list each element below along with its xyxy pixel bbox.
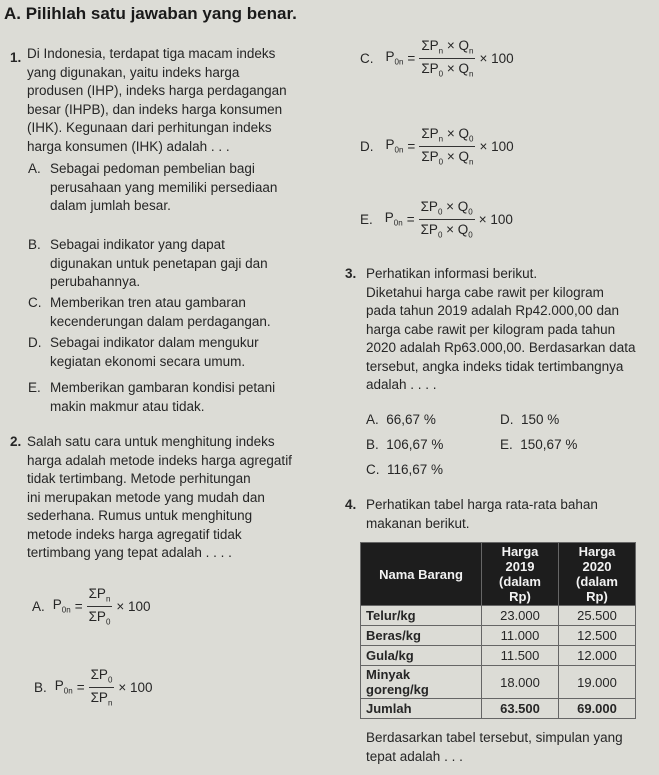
q3-line: harga cabe rawit per kilogram pada tahun — [366, 321, 616, 337]
table-cell: Minyak goreng/kg — [361, 666, 482, 699]
denominator: $\Sigma P_0 \times Q_0$ — [420, 221, 473, 240]
option-letter: E. — [360, 211, 373, 227]
table-cell: 11.500 — [482, 646, 559, 666]
option-letter: A. — [366, 412, 379, 427]
option-text: 150,67 % — [520, 437, 578, 452]
q2-line: sederhana. Rumus untuk menghitung — [27, 508, 253, 523]
q1-option-a-letter: A. — [28, 161, 41, 176]
q2-line: harga adalah metode indeks harga agregatif — [27, 452, 292, 468]
q2-number: 2. — [10, 434, 22, 449]
numerator: $\Sigma P_0$ — [89, 667, 115, 688]
option-letter: B. — [366, 437, 379, 452]
table-cell: 69.000 — [559, 699, 636, 719]
q4-line: Perhatikan tabel harga rata-rata bahan — [366, 497, 598, 512]
option-letter: E. — [500, 437, 513, 452]
q2-line: metode indeks harga agregatif tidak — [27, 526, 242, 542]
table-row — [361, 666, 636, 699]
equals-sign: = — [407, 138, 416, 154]
q4-after-line: Berdasarkan tabel tersebut, simpulan yang — [366, 730, 623, 745]
q2-line: Salah satu cara untuk menghitung indeks — [27, 434, 275, 449]
table-cell: 18.000 — [482, 666, 559, 699]
q1-option-e-letter: E. — [28, 380, 41, 395]
option-line: digunakan untuk penetapan gaji dan — [50, 255, 268, 271]
multiplier: × 100 — [478, 211, 513, 227]
option-line: perubahannya. — [50, 274, 141, 289]
table-row-total — [361, 699, 636, 719]
formula-lhs: $P_{0n}$ — [52, 597, 71, 616]
q1-option-b-letter: B. — [28, 237, 41, 252]
table-cell: 23.000 — [482, 606, 559, 626]
numerator: $\Sigma P_n \times Q_n$ — [419, 38, 475, 59]
table-header: Harga 2020 (dalam Rp) — [559, 543, 636, 606]
q2-line: ini merupakan metode yang mudah dan — [27, 489, 265, 505]
fraction — [89, 667, 115, 707]
denominator: $\Sigma P_0 \times Q_n$ — [421, 60, 474, 79]
option-text: 66,67 % — [386, 412, 436, 427]
option-line: dalam jumlah besar. — [50, 198, 171, 213]
q1-option-d-letter: D. — [28, 335, 42, 350]
option-line: Sebagai pedoman pembelian bagi — [50, 161, 255, 176]
option-text: 116,67 % — [387, 462, 444, 477]
q2-option-b[interactable] — [34, 667, 153, 707]
q1-option-b[interactable] — [50, 236, 310, 292]
q4-line: makanan berikut. — [366, 515, 470, 531]
multiplier: × 100 — [479, 50, 514, 66]
q4-after — [366, 729, 656, 766]
q3-option-a[interactable] — [366, 411, 436, 430]
equals-sign: = — [406, 211, 415, 227]
table-cell: Telur/kg — [361, 606, 482, 626]
option-line: makin makmur atau tidak. — [50, 398, 205, 414]
option-letter: A. — [32, 598, 45, 614]
q3-option-d[interactable] — [500, 411, 559, 430]
denominator: $\Sigma P_0$ — [88, 608, 111, 627]
option-line: kegiatan ekonomi secara umum. — [50, 353, 246, 369]
multiplier: × 100 — [118, 679, 153, 695]
q2-line: tertimbang yang tepat adalah . . . . — [27, 545, 232, 560]
table-cell: 11.000 — [482, 626, 559, 646]
option-text: 150 % — [521, 412, 560, 427]
fraction — [419, 126, 475, 166]
q2-option-d[interactable] — [360, 126, 514, 166]
option-letter: D. — [360, 138, 374, 154]
q2-line: tidak tertimbang. Metode perhitungan — [27, 471, 251, 486]
q4-after-line: tepat adalah . . . — [366, 748, 463, 764]
table-row — [361, 606, 636, 626]
q1-line: yang digunakan, yaitu indeks harga — [27, 64, 240, 80]
fraction — [419, 199, 475, 239]
equals-sign: = — [74, 598, 83, 614]
multiplier: × 100 — [116, 598, 151, 614]
option-line: Sebagai indikator yang dapat — [50, 237, 225, 252]
denominator: $\Sigma P_n$ — [90, 689, 113, 708]
denominator: $\Sigma P_0 \times Q_n$ — [421, 148, 474, 167]
q2-stem — [27, 433, 309, 563]
option-letter: B. — [34, 679, 47, 695]
formula-lhs: $P_{0n}$ — [54, 678, 73, 697]
q1-line: besar (IHPB), dan indeks harga konsumen — [27, 101, 283, 117]
q1-line: produsen (IHP), indeks harga perdagangan — [27, 83, 287, 98]
q1-option-e[interactable] — [50, 379, 310, 416]
q3-option-c[interactable] — [366, 461, 443, 480]
q3-number: 3. — [345, 266, 357, 281]
q4-number: 4. — [345, 497, 357, 512]
q1-option-a[interactable] — [50, 160, 310, 216]
option-line: kecenderungan dalam perdagangan. — [50, 313, 271, 329]
q1-line: harga konsumen (IHK) adalah . . . — [27, 138, 230, 154]
table-cell: Gula/kg — [361, 646, 482, 666]
q3-line: pada tahun 2019 adalah Rp42.000,00 dan — [366, 303, 619, 318]
option-line: Memberikan tren atau gambaran — [50, 295, 246, 310]
fraction — [419, 38, 475, 78]
numerator: $\Sigma P_n$ — [87, 586, 113, 607]
q1-line: Di Indonesia, terdapat tiga macam indeks — [27, 46, 276, 61]
option-letter: D. — [500, 412, 514, 427]
option-letter: C. — [360, 50, 374, 66]
q4-stem — [366, 496, 656, 533]
table-cell: 63.500 — [482, 699, 559, 719]
q3-line: Perhatikan informasi berikut. — [366, 266, 538, 281]
table-cell: Beras/kg — [361, 626, 482, 646]
option-line: Memberikan gambaran kondisi petani — [50, 380, 276, 395]
table-cell: 12.500 — [559, 626, 636, 646]
fraction — [87, 586, 113, 626]
q1-stem — [27, 45, 309, 156]
table-cell: 25.500 — [559, 606, 636, 626]
numerator: $\Sigma P_n \times Q_0$ — [419, 126, 475, 147]
q1-line: (IHK). Kegunaan dari perhitungan indeks — [27, 120, 272, 135]
q1-option-c[interactable] — [50, 294, 310, 331]
q3-option-b[interactable] — [366, 436, 443, 455]
table-cell: 12.000 — [559, 646, 636, 666]
option-letter: C. — [366, 462, 380, 477]
option-text: 106,67 % — [386, 437, 444, 452]
option-line: perusahaan yang memiliki persediaan — [50, 179, 278, 195]
q1-option-d[interactable] — [50, 334, 310, 371]
q3-option-e[interactable] — [500, 436, 577, 455]
formula-lhs: $P_{0n}$ — [385, 49, 404, 68]
q3-line: adalah . . . . — [366, 377, 437, 392]
q3-line: tersebut, angka indeks tidak tertimbangnya — [366, 358, 624, 374]
q3-line: 2020 adalah Rp63.000,00. Berdasarkan data — [366, 340, 636, 355]
formula-lhs: $P_{0n}$ — [385, 137, 404, 156]
q2-option-a[interactable] — [32, 586, 151, 626]
section-heading: A. Pilihlah satu jawaban yang benar. — [4, 4, 297, 23]
q2-option-c[interactable] — [360, 38, 514, 78]
formula-lhs: $P_{0n}$ — [384, 210, 403, 229]
option-line: Sebagai indikator dalam mengukur — [50, 335, 259, 350]
q3-stem — [366, 265, 654, 395]
q3-line: Diketahui harga cabe rawit per kilogram — [366, 284, 604, 300]
numerator: $\Sigma P_0 \times Q_0$ — [419, 199, 475, 220]
table-cell: 19.000 — [559, 666, 636, 699]
table-row — [361, 646, 636, 666]
q1-option-c-letter: C. — [28, 295, 42, 310]
multiplier: × 100 — [479, 138, 514, 154]
price-table — [360, 542, 636, 719]
table-row — [361, 626, 636, 646]
q1-number: 1. — [10, 50, 22, 65]
equals-sign: = — [76, 679, 85, 695]
table-header: Harga 2019 (dalam Rp) — [482, 543, 559, 606]
equals-sign: = — [407, 50, 416, 66]
table-header: Nama Barang — [361, 543, 482, 606]
q2-option-e[interactable] — [360, 199, 513, 239]
table-cell: Jumlah — [361, 699, 482, 719]
